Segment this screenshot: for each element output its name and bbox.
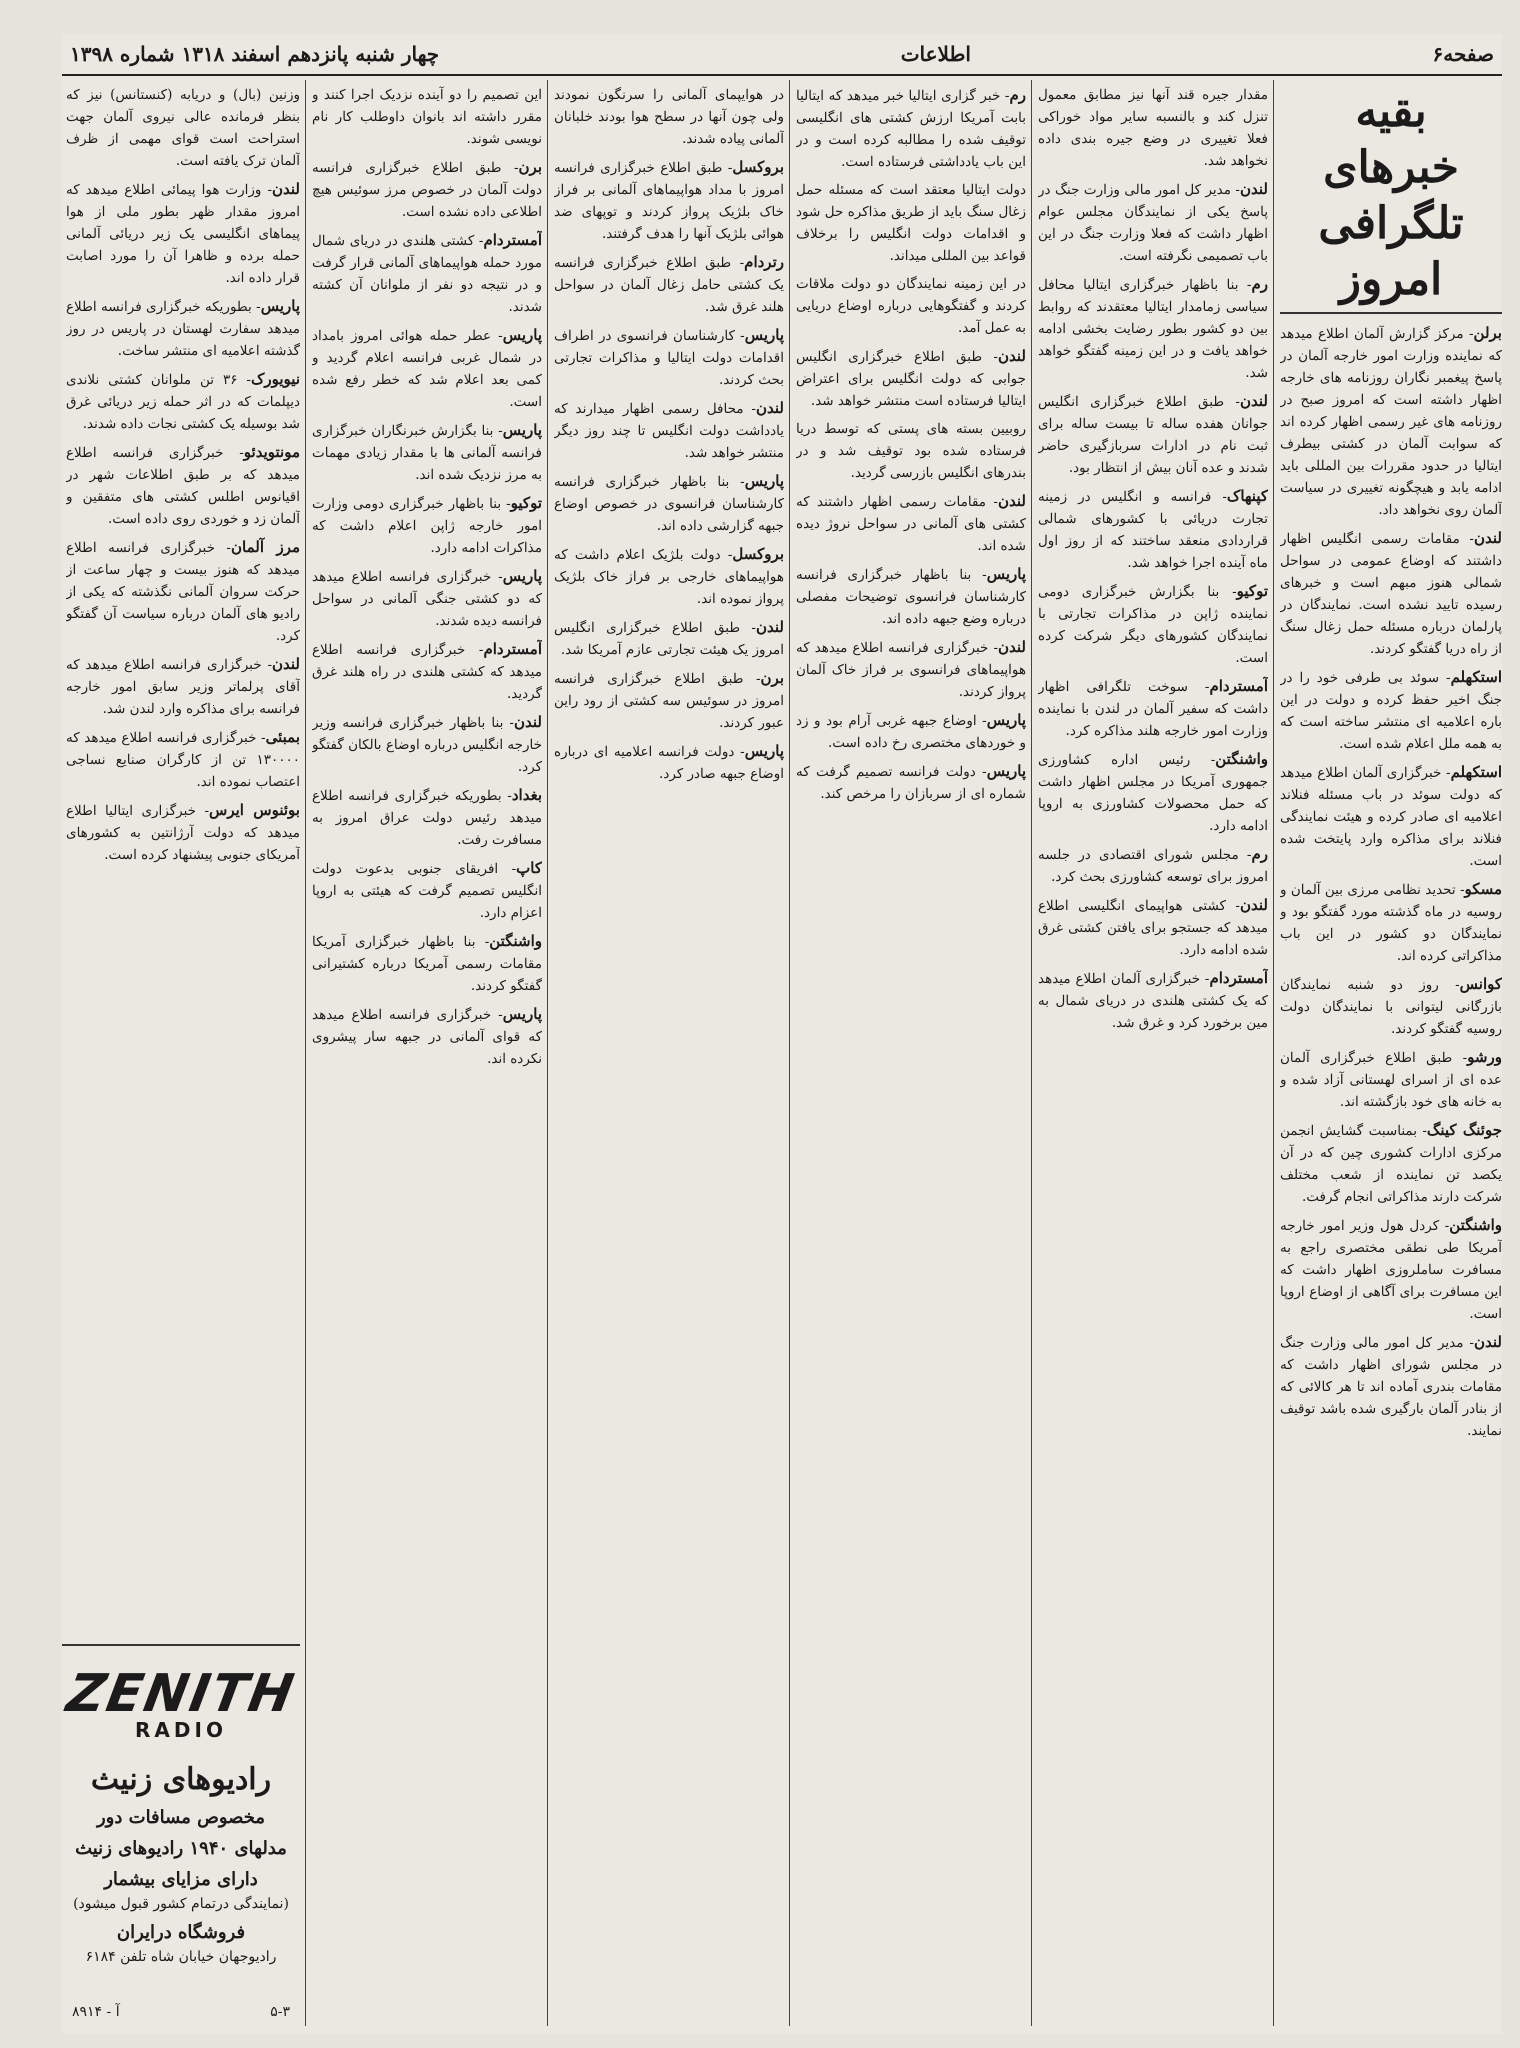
dateline: کپنهاک: [1226, 487, 1268, 505]
news-text: - خبرگزاری فرانسه اطلاع میدهد که قوای آلمانی در جبهه سار پیشروی نکرده اند.: [312, 1007, 542, 1067]
column-body: [554, 84, 784, 785]
column-3: [796, 84, 1026, 2026]
news-item: [312, 84, 542, 150]
news-item: [66, 536, 300, 647]
news-item: [66, 368, 300, 435]
news-text: - تحدید نظامی مرزی بین آلمان و روسیه در ماه گذشته مورد گفتگو بود و نمایندگان دو کشور در این باب مذاکراتی کرده اند.: [1280, 882, 1502, 964]
news-text: - فرانسه و انگلیس در زمینه تجارت دریائی با کشورهای شمالی قراردادی منعقد ساختند که از روز اول ماه آینده اجرا خواهد شد.: [1038, 489, 1268, 571]
news-item: [1038, 843, 1268, 888]
news-item: [796, 636, 1026, 703]
news-item: [1280, 1331, 1502, 1442]
news-item: [796, 490, 1026, 557]
news-text: مقدار جیره قند آنها نیز مطابق معمول تنزل کند و بالنسبه سایر مواد خوراکی فعلا تغییری در وضع جیره بندی داده نخواهد شد.: [1038, 87, 1268, 169]
news-item: [66, 84, 300, 172]
dateline: رم: [1251, 275, 1268, 293]
news-item: [796, 709, 1026, 754]
dateline: آمستردام: [483, 231, 542, 249]
news-text: - دولت فرانسه تصمیم گرفت که شماره ای از سربازان را مرخص کند.: [796, 764, 1026, 802]
news-text: - طبق اطلاع خبرگزاری انگلیس جوابی که دولت انگلیس برای اعتراض ایتالیا فرستاده است منتشر خواهد شد.: [796, 349, 1026, 409]
news-item: [554, 156, 784, 245]
news-item: [66, 653, 300, 720]
dateline: پاریس: [502, 421, 542, 439]
news-item: [312, 930, 542, 997]
dateline: پاریس: [260, 297, 300, 315]
column-body: [796, 84, 1026, 805]
news-text: - خبرگزاری فرانسه اطلاع میدهد که دو کشتی جنگی آلمانی در سواحل فرانسه دیده شدند.: [312, 569, 542, 629]
news-text: - طبق اطلاع خبرگزاری فرانسه امروز با مداد هواپیماهای آلمانی بر فراز خاک بلژیک پرواز کردند و توپهای ضد هوائی بلژیک آنها را هدف گرفتند.: [554, 160, 784, 242]
news-text: - خبرگزاری فرانسه اطلاع میدهد که بر طبق اطلاعات شهر در اقیانوس اطلس کشتی های متفقین و آلمان زد و خوردی روی داده است.: [66, 445, 300, 527]
column-4: [554, 84, 784, 2026]
column-1: [1280, 84, 1502, 2026]
news-item: [1280, 666, 1502, 755]
news-item: [796, 179, 1026, 267]
news-text: - کشتی هواپیمای انگلیسی اطلاع میدهد که جستجو برای یافتن کشتی غرق شده ادامه دارد.: [1038, 898, 1268, 958]
news-item: [1038, 894, 1268, 961]
dateline: لندن: [756, 399, 784, 417]
issue-date: چهار شنبه پانزدهم اسفند ۱۳۱۸ شماره ۱۳۹۸: [70, 42, 440, 66]
dateline: پاریس: [502, 567, 542, 585]
news-item: [312, 419, 542, 486]
news-item: [1280, 322, 1502, 521]
news-text: - طبق اطلاع خبرگزاری انگلیس جوانان هفده ساله تا بیست ساله برای ثبت نام در ادارات سربازگیری حاضر شدند و عده آنان بیش از انتظار بود.: [1038, 394, 1268, 476]
news-text: - دولت فرانسه اعلامیه ای درباره اوضاع جبهه صادر کرد.: [554, 744, 784, 782]
news-item: [66, 295, 300, 362]
dateline: بوئنوس ایرس: [209, 801, 300, 819]
news-item: [554, 251, 784, 318]
column-body: [312, 84, 542, 1070]
news-text: وزنین (بال) و دریابه (کنستانس) نیز که بنظر فرمانده عالی نیروی آلمان جهت استراحت است قوای مهمی از ظرف آلمان ترک یافته است.: [66, 87, 300, 169]
column-rule: [789, 80, 790, 2026]
news-item: [1280, 1214, 1502, 1325]
news-text: - خبرگزاری فرانسه اطلاع میدهد که هنوز بیست و چهار ساعت از حرکت سروان آلمانی نگذشته که یکی از رادیو های آلمان درباره سیاست آن گفتگو کرد.: [66, 540, 300, 644]
page-number: صفحه۶: [1432, 42, 1494, 66]
news-text: - بنا باظهار خبرگزاری فرانسه کارشناسان فرانسوی در خصوص اوضاع جبهه گزارشی داده اند.: [554, 474, 784, 534]
news-text: - خبرگزاری آلمان اطلاع میدهد که دولت سوئد در باب مسئله فنلاند اعلامیه ای صادر کرده و هیئت نمایندگی فنلاند برای مذاکره وارد پایتخت شده است.: [1280, 765, 1502, 869]
news-item: [1038, 178, 1268, 267]
dateline: واشنگتن: [489, 932, 542, 950]
news-item: [312, 784, 542, 851]
news-text: - وزارت هوا پیمائی اطلاع میدهد که امروز مقدار ظهر بطور ملی از هوا پیماهای انگلیسی یک زیر دریائی آلمانی حمله برده و ظاهرا آن را مورد اصابت قرار داده اند.: [66, 182, 300, 286]
news-text: - طبق اطلاع خبرگزاری انگلیس امروز یک هیئت تجارتی عازم آمریکا شد.: [554, 620, 784, 658]
dateline: پاریس: [986, 762, 1026, 780]
news-item: [312, 324, 542, 413]
news-text: - بنا باظهار خبرگزاری ایتالیا محافل سیاسی زمامدار ایتالیا معتقدند که روابط بین دو کشور بطور رضایت بخشی ادامه خواهد یافت و در این زمینه گفتگو خواهد شد.: [1038, 277, 1268, 381]
ad-store: فروشگاه درایران: [116, 1922, 246, 1943]
news-item: [66, 799, 300, 866]
column-body: [66, 84, 300, 866]
column-rule: [1273, 80, 1274, 2026]
news-item: [1038, 273, 1268, 384]
column-rule: [547, 80, 548, 2026]
news-text: - بطوریکه خبرگزاری فرانسه اطلاع میدهد سفارت لهستان در پاریس در روز گذشته اعلامیه ای منتشر ساخت.: [66, 299, 300, 359]
dateline: لندن: [272, 180, 300, 198]
column-2: [1038, 84, 1268, 2026]
news-text: - ۳۶ تن ملوانان کشتی نلاندی دیپلمات که در اثر حمله زیر دریائی غرق شد بوسیله یک کشتی نجات داده شدند.: [66, 372, 300, 432]
dateline: استکهلم: [1450, 668, 1502, 686]
news-text: - کردل هول وزیر امور خارجه آمریکا طی نطقی مختصری راجع به مسافرت ساملروزی اظهار داشت که این مسافرت برای آگاهی از اوضاع اروپا است.: [1280, 1218, 1502, 1322]
news-text: - بنا باظهار خبرگزاری آمریکا مقامات رسمی آمریکا درباره کشتیرانی گفتگو کردند.: [312, 934, 542, 994]
news-text: - کشتی هلندی در دریای شمال مورد حمله هواپیماهای آلمانی قرار گرفت و در نتیجه دو نفر از ملوانان آن کشته شدند.: [312, 233, 542, 315]
ad-line: دارای مزایای بیشمار: [104, 1869, 258, 1890]
news-item: [554, 740, 784, 785]
newspaper-page: [62, 34, 1502, 2034]
dateline: برن: [760, 669, 784, 687]
dateline: لندن: [1240, 180, 1268, 198]
ad-note: (نمایندگی درتمام کشور قبول میشود): [73, 1896, 289, 1912]
news-item: [312, 638, 542, 705]
news-item: [796, 563, 1026, 630]
news-item: [312, 156, 542, 223]
news-item: [312, 857, 542, 924]
news-item: [1038, 485, 1268, 574]
news-item: [66, 441, 300, 530]
news-item: [1038, 967, 1268, 1034]
news-item: [1280, 527, 1502, 660]
news-text: - بنا بگزارش خبرنگاران خبرگزاری فرانسه آلمانی ها با مقدار زیادی مهمات به مرز نزدیک شده اند.: [312, 423, 542, 483]
news-text: - اوضاع جبهه غربی آرام بود و زد و خوردهای مختصری رخ داده است.: [796, 713, 1026, 751]
dateline: بغداد: [511, 786, 542, 804]
dateline: جوئنگ کینگ: [1426, 1121, 1502, 1139]
news-text: - بنا باظهار خبرگزاری دومی وزارت امور خارجه ژاپن اعلام داشت که مذاکرات ادامه دارد.: [312, 496, 542, 556]
ad-footer: [72, 2004, 290, 2020]
dateline: پاریس: [744, 472, 784, 490]
news-item: [554, 84, 784, 150]
news-text: - مرکز گزارش آلمان اطلاع میدهد که نماینده وزارت امور خارجه آلمان در پاسخ پیغمبر نگاران روزنامه های خارجه اظهار داشته است که امروز صبح در روزنامه های غیر رسمی اظهار کرده اند که سوابت آلمان در کشتی بیطرف ایتالیا در حدود مقررات بین المللی باید ادامه یابد و هیچگونه تغییری در سیاست آلمان روی نخواهد داد.: [1280, 326, 1502, 518]
page-header: [62, 34, 1502, 76]
news-text: - عطر حمله هوائی امروز بامداد در شمال غربی فرانسه اعلام گردید و کمی بعد اعلام شد که خطر رفع شده است.: [312, 328, 542, 410]
news-item: [1280, 1046, 1502, 1113]
dateline: پاریس: [986, 711, 1026, 729]
news-item: [1038, 748, 1268, 837]
dateline: بروکسل: [732, 158, 784, 176]
news-item: [796, 345, 1026, 412]
news-text: - طبق اطلاع خبرگزاری فرانسه امروز در سوئیس سه کشتی از رود راین عبور کردند.: [554, 671, 784, 731]
dateline: توکیو: [1236, 582, 1268, 600]
ad-code-left: ۵-۳: [270, 2004, 290, 2020]
news-text: - بطوریکه خبرگزاری فرانسه اطلاع میدهد رئیس دولت عراق امروز به مسافرت رفت.: [312, 788, 542, 848]
dateline: آمستردام: [1209, 677, 1268, 695]
column-body: [1280, 322, 1502, 1442]
newspaper-name: اطلاعات: [900, 42, 971, 66]
news-item: [66, 178, 300, 289]
dateline: واشنگتن: [1449, 1216, 1502, 1234]
news-item: [1280, 761, 1502, 872]
news-text: - بنا بگزارش خبرگزاری دومی نماینده ژاپن در مذاکرات تجارتی با نمایندگان کشورهای دیگر شرکت کرده است.: [1038, 584, 1268, 666]
dateline: نیویورک: [250, 370, 300, 388]
dateline: لندن: [998, 347, 1026, 365]
dateline: مرز آلمان: [231, 538, 300, 556]
news-item: [66, 726, 300, 793]
dateline: لندن: [998, 492, 1026, 510]
ad-address: رادیوجهان خیابان شاه تلفن ۶۱۸۴: [85, 1949, 277, 1965]
news-text: روبیین بسته های پستی که توسط دریا فرستاده شده بود توقیف شد و در بندرهای انگلیس بازرسی گردید.: [796, 421, 1026, 481]
column-rule: [1031, 80, 1032, 2026]
news-text: - خبرگزاری فرانسه اطلاع میدهد که ۱۳۰۰۰۰ تن از کارگران صنایع نساجی اعتصاب نموده اند.: [66, 730, 300, 790]
news-item: [1280, 1119, 1502, 1208]
dateline: آمستردام: [1209, 969, 1268, 987]
dateline: پاریس: [502, 1005, 542, 1023]
dateline: برلن: [1473, 324, 1502, 342]
news-text: در این زمینه نمایندگان دو دولت ملاقات کردند و گفتگوهایی درباره اوضاع دریایی به عمل آمد.: [796, 276, 1026, 336]
ad-line: مخصوص مسافات دور: [96, 1807, 266, 1828]
news-text: در هوایپمای آلمانی را سرنگون نمودند ولی چون آنها در سطح هوا بودند خلبانان آلمانی پیاده شدند.: [554, 87, 784, 147]
news-text: - مدیر کل امور مالی وزارت جنگ در پاسخ یکی از نمایندگان مجلس عوام اظهار داشت که فعلا وزارت جنگ در این باب تصمیمی نگرفته است.: [1038, 182, 1268, 264]
news-text: - کارشناسان فرانسوی در اطراف اقدامات دولت ایتالیا و مذاکرات تجارتی بحث کردند.: [554, 328, 784, 388]
dateline: لندن: [272, 655, 300, 673]
column-body: [1038, 84, 1268, 1034]
dateline: لندن: [756, 618, 784, 636]
dateline: توکیو: [510, 494, 542, 512]
dateline: آمستردام: [483, 640, 542, 658]
zenith-logo: ZENITH: [62, 1664, 300, 1724]
dateline: کوانس: [1459, 975, 1502, 993]
dateline: لندن: [1474, 529, 1502, 547]
zenith-logo-sub: RADIO: [135, 1718, 227, 1742]
news-text: دولت ایتالیا معتقد است که مسئله حمل زغال سنگ باید از طریق مذاکره حل شود و اقدامات دولت انگلیس را برخلاف قواعد بین المللی میداند.: [796, 182, 1026, 264]
column-rule: [305, 80, 306, 2026]
news-text: - مقامات رسمی اظهار داشتند که کشتی های آلمانی در سواحل نروژ دیده شده اند.: [796, 494, 1026, 554]
news-text: - مقامات رسمی انگلیس اظهار داشتند که اوضاع عمومی در سواحل شمالی هنوز مبهم است و خبرهای رسیده تایید نشده است. نمایندگان در پارلمان درباره مسئله حمل زغال سنگ از راه دریا گفتگو کردند.: [1280, 531, 1502, 657]
news-text: - خبرگزاری فرانسه اطلاع میدهد که کشتی هلندی در راه هلند غرق گردید.: [312, 642, 542, 702]
news-text: - طبق اطلاع خبرگزاری آلمان عده ای از اسرای لهستانی آزاد شده و به خانه های خود بازگشته اند.: [1280, 1050, 1502, 1110]
news-item: [796, 84, 1026, 173]
news-text: - سوخت تلگرافی اظهار داشت که سفیر آلمان در لندن با نماینده وزارت امور خارجه هلند مذاکره کرد.: [1038, 679, 1268, 739]
news-text: - افریقای جنوبی بدعوت دولت انگلیس تصمیم گرفت که هیئتی به اروپا اعزام دارد.: [312, 861, 542, 921]
news-text: - روز دو شنبه نمایندگان بازرگانی لیتوانی با نمایندگان دولت روسیه گفتگو کردند.: [1280, 977, 1502, 1037]
dateline: لندن: [514, 713, 542, 731]
dateline: رتردام: [744, 253, 784, 271]
news-item: [1038, 84, 1268, 172]
dateline: بروکسل: [732, 545, 784, 563]
dateline: ورشو: [1467, 1048, 1502, 1066]
dateline: رم: [1009, 86, 1026, 104]
news-item: [312, 1003, 542, 1070]
news-text: - بمناسبت گشایش انجمن مرکزی ادارات کشوری چین که در آن یکصد تن نماینده از شعب مختلف شرکت دارند مذاکراتی انجام گرفت.: [1280, 1123, 1502, 1205]
news-text: - سوئد بی طرفی خود را در جنگ اخیر حفظ کرده و دولت در این باره اعلامیه ای منتشر ساخته است که به همه ملل اعلام شده است.: [1280, 670, 1502, 752]
news-item: [796, 418, 1026, 484]
news-text: - خبرگزاری آلمان اطلاع میدهد که یک کشتی هلندی در دریای شمال به مین برخورد کرد و غرق شد.: [1038, 971, 1268, 1031]
news-item: [1038, 390, 1268, 479]
dateline: لندن: [998, 638, 1026, 656]
dateline: مسکو: [1464, 880, 1502, 898]
news-item: [312, 492, 542, 559]
column-5: [312, 84, 542, 2026]
news-item: [796, 760, 1026, 805]
dateline: کاپ: [516, 859, 542, 877]
news-text: این تصمیم را دو آینده نزدیک اجرا کنند و مقرر داشته اند بانوان داوطلب کار نام نویسی شوند.: [312, 87, 542, 147]
news-text: - خبرگزاری ایتالیا اطلاع میدهد که دولت آرژانتین به کشورهای آمریکای جنوبی پیشنهاد کرده است.: [66, 803, 300, 863]
news-text: - بنا باظهار خبرگزاری فرانسه کارشناسان فرانسوی توضیحات مفصلی درباره وضع جبهه داده اند.: [796, 567, 1026, 627]
news-text: - خبرگزاری فرانسه اطلاع میدهد که آقای پرلماتر وزیر سابق امور خارجه فرانسه برای مذاکره وارد لندن شد.: [66, 657, 300, 717]
ad-code-right: آ - ۸۹۱۴: [72, 2004, 120, 2020]
dateline: لندن: [1474, 1333, 1502, 1351]
dateline: واشنگتن: [1215, 750, 1268, 768]
news-item: [554, 616, 784, 661]
news-text: - مدیر کل امور مالی وزارت جنگ در مجلس شورای اظهار داشت که مقامات بندری آماده اند تا هر کالائی که از بنادر آلمان بارگیری شده باشد توقیف نمایند.: [1280, 1335, 1502, 1439]
news-text: - بنا باظهار خبرگزاری فرانسه وزیر خارجه انگلیس درباره اوضاع بالکان گفتگو کرد.: [312, 715, 542, 775]
news-text: - مجلس شورای اقتصادی در جلسه امروز برای توسعه کشاورزی بحث کرد.: [1038, 847, 1268, 885]
dateline: رم: [1251, 845, 1268, 863]
dateline: پاریس: [986, 565, 1026, 583]
dateline: لندن: [1240, 896, 1268, 914]
dateline: مونتویدئو: [243, 443, 300, 461]
news-text: - خبر گزاری ایتالیا خبر میدهد که ایتالیا بابت آمریکا ارزش کشتی های انگلیسی توقیف شده را مطالبه کرده است و در این باب یادداشتی فرستاده است.: [796, 88, 1026, 170]
zenith-radio-ad: [62, 1644, 300, 2028]
news-text: - دولت بلژیک اعلام داشت که هواپیماهای خارجی بر فراز خاک بلژیک پرواز نموده اند.: [554, 547, 784, 607]
news-item: [1038, 580, 1268, 669]
news-item: [1038, 675, 1268, 742]
headline: بقیه خبرهای تلگرافی امروز: [1280, 84, 1502, 314]
dateline: استکهلم: [1450, 763, 1502, 781]
news-item: [1280, 973, 1502, 1040]
news-text: - محافل رسمی اظهار میدارند که یادداشت دولت انگلیس تا چند روز دیگر منتشر خواهد شد.: [554, 401, 784, 461]
news-text: - طبق اطلاع خبرگزاری فرانسه دولت آلمان در خصوص مرز سوئیس هیچ اطلاعی داده نشده است.: [312, 160, 542, 220]
news-text: - خبرگزاری فرانسه اطلاع میدهد که هواپیماهای فرانسوی بر فراز خاک آلمان پرواز کردند.: [796, 640, 1026, 700]
dateline: بمبئی: [265, 728, 300, 746]
news-item: [312, 711, 542, 778]
news-item: [554, 667, 784, 734]
news-item: [1280, 878, 1502, 967]
news-item: [554, 324, 784, 391]
news-item: [312, 229, 542, 318]
news-text: - رئیس اداره کشاورزی جمهوری آمریکا در مجلس اظهار داشت که حمل محصولات کشاورزی به اروپا ادامه دارد.: [1038, 752, 1268, 834]
news-item: [554, 397, 784, 464]
news-text: - طبق اطلاع خبرگزاری فرانسه یک کشتی حامل زغال آلمان در سواحل هلند غرق شد.: [554, 255, 784, 315]
ad-line: مدلهای ۱۹۴۰ رادیوهای زنیث: [75, 1838, 287, 1859]
dateline: پاریس: [502, 326, 542, 344]
news-item: [312, 565, 542, 632]
dateline: برن: [518, 158, 542, 176]
dateline: پاریس: [744, 742, 784, 760]
news-item: [796, 273, 1026, 339]
news-item: [554, 543, 784, 610]
news-item: [554, 470, 784, 537]
column-6: [66, 84, 300, 1638]
dateline: پاریس: [744, 326, 784, 344]
dateline: لندن: [1240, 392, 1268, 410]
ad-title: رادیوهای زنیث: [90, 1762, 272, 1797]
